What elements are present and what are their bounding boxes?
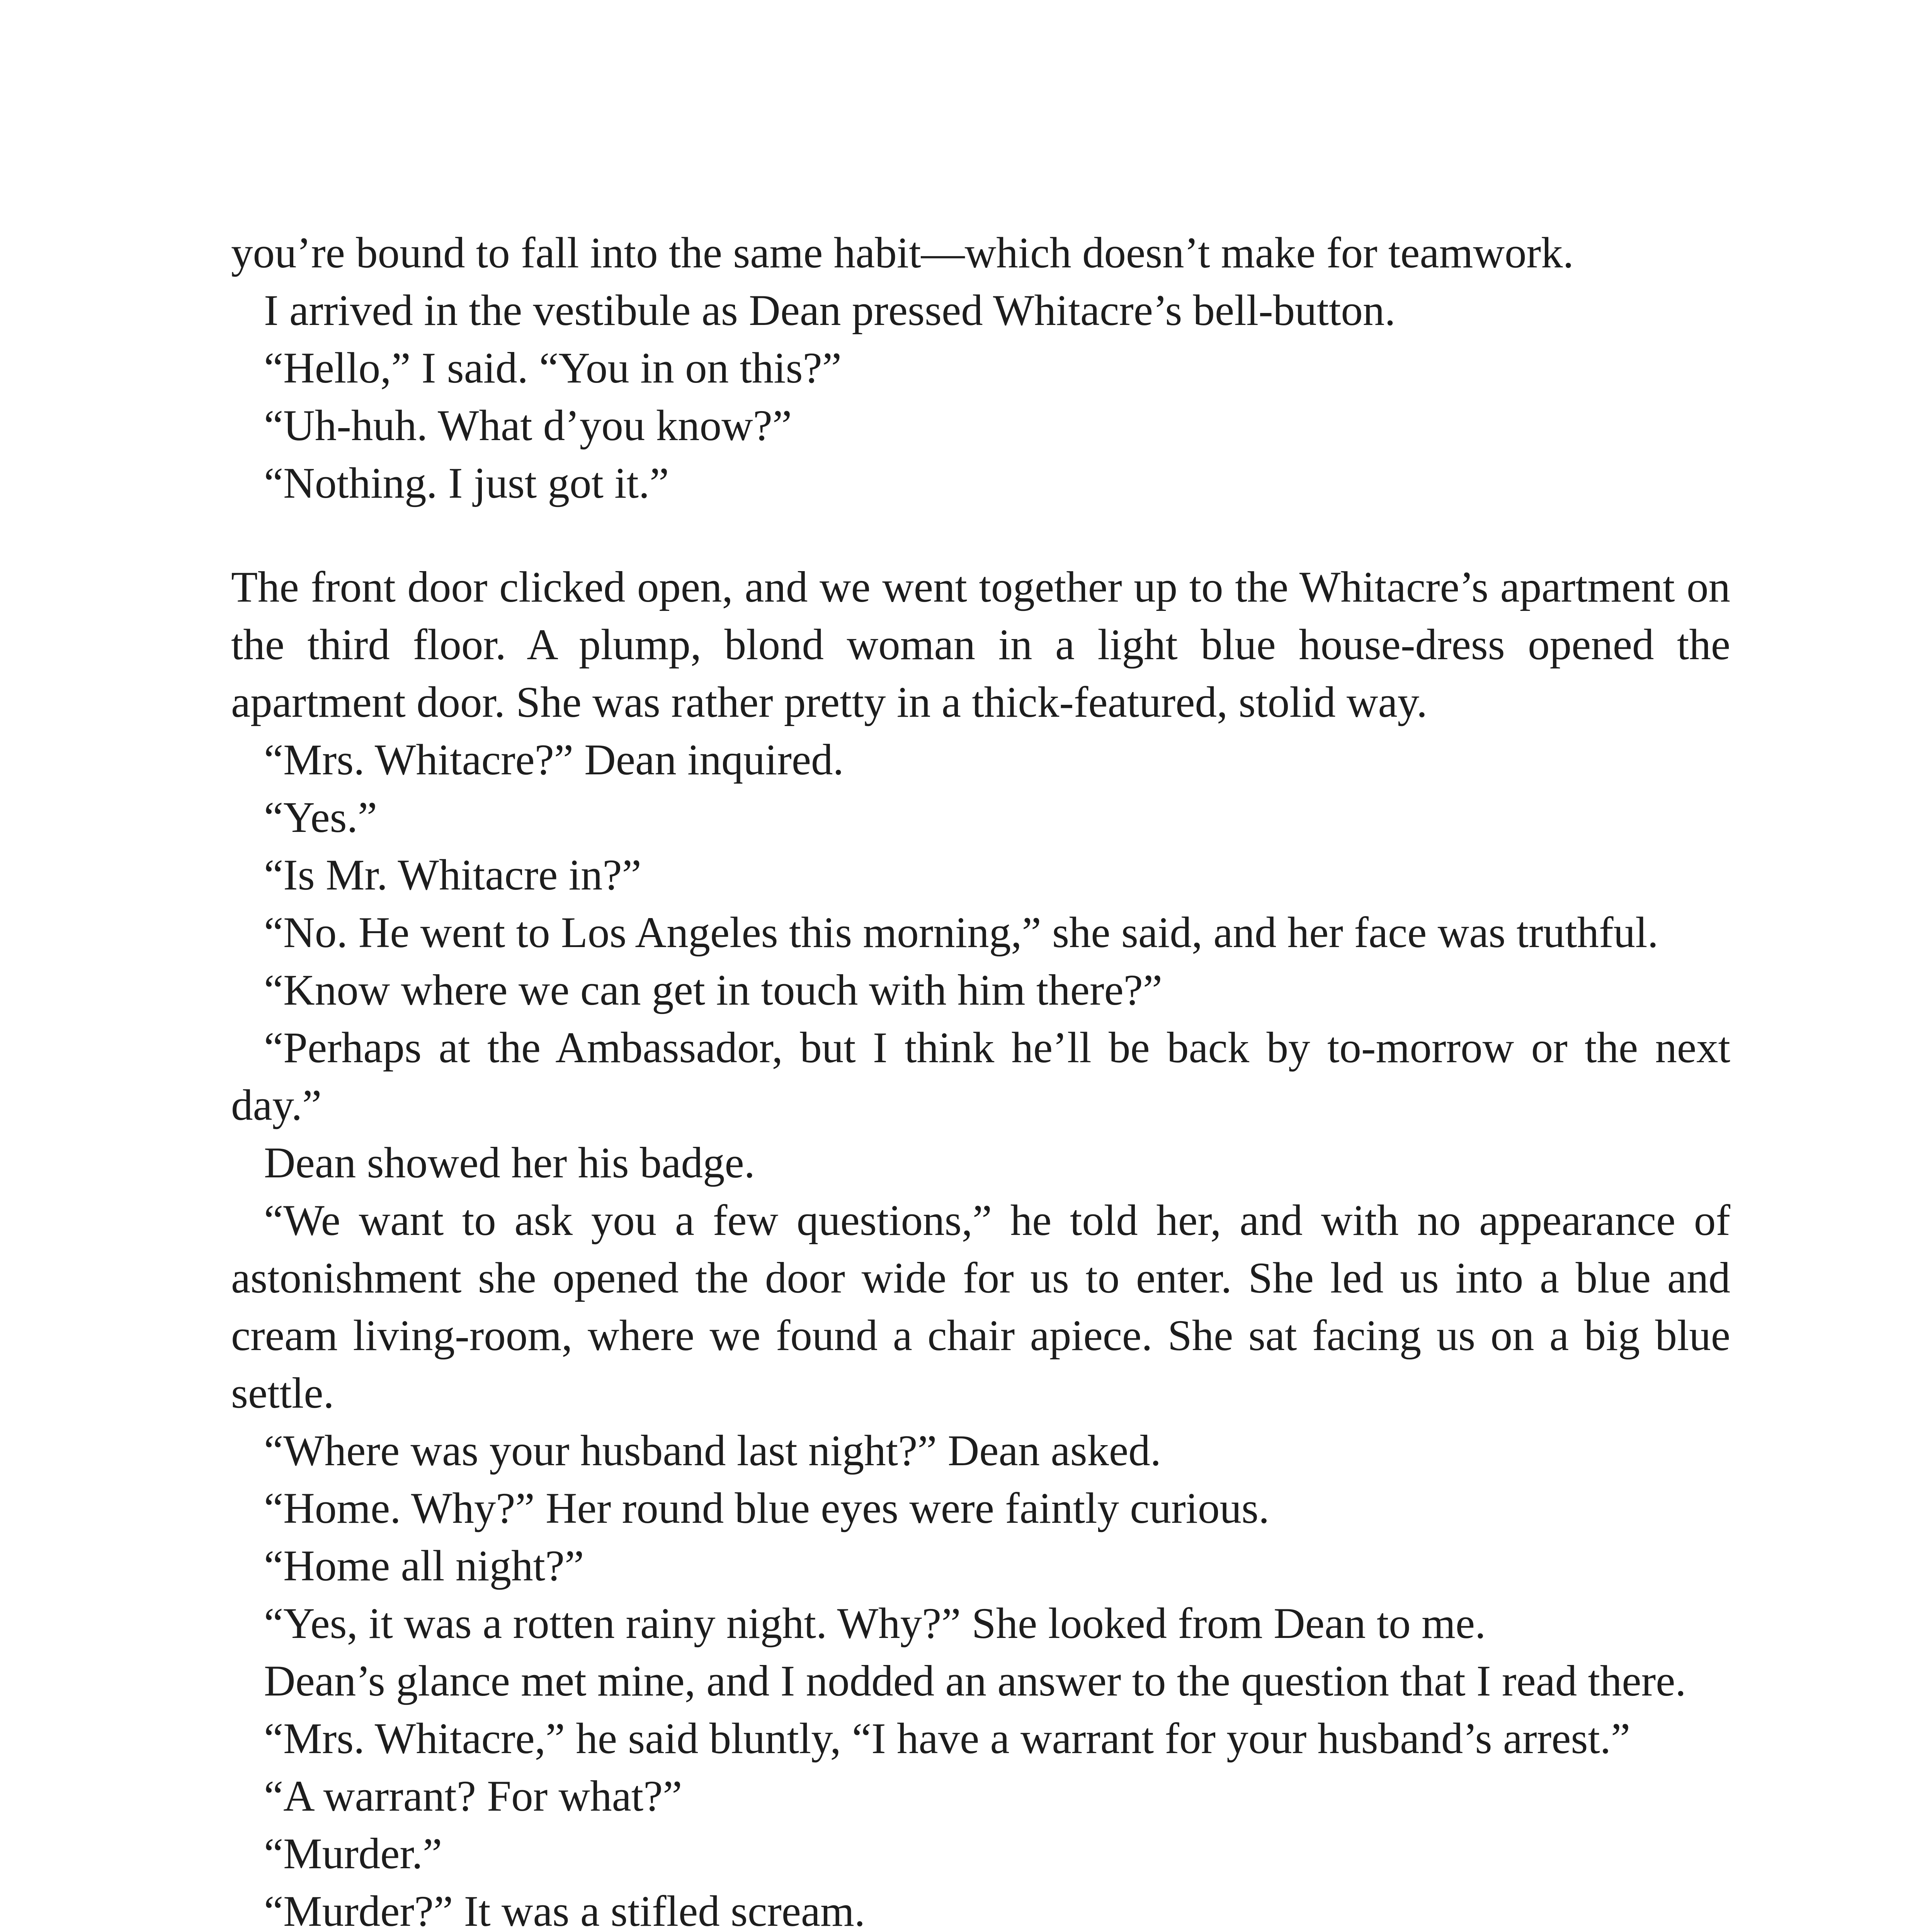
paragraph: “Hello,” I said. “You in on this?” xyxy=(264,344,842,392)
paragraph: “Uh-huh. What d’you know?” xyxy=(264,401,792,450)
paragraph: “Home all night?” xyxy=(264,1542,584,1590)
paragraph: “Nothing. I just got it.” xyxy=(264,459,669,507)
paragraph: Dean showed her his badge. xyxy=(264,1139,755,1187)
paragraph: “Mrs. Whitacre?” Dean inquired. xyxy=(264,736,844,784)
paragraph: The front door clicked open, and we went together up to the Whitacre’s apartment on the third floor. A plump, blond woman in a light blue house-dress opened the apartment door. She was rather pretty in a thick-featured, stolid way. xyxy=(231,563,1730,726)
paragraph: “Perhaps at the Ambassador, but I think he’ll be back by to-morrow or the next day.” xyxy=(231,1024,1730,1129)
paragraph: I arrived in the vestibule as Dean pressed Whitacre’s bell-button. xyxy=(264,286,1396,335)
paragraph: “Yes.” xyxy=(264,793,377,842)
paragraph: “We want to ask you a few questions,” he told her, and with no appearance of astonishment she opened the door wide for us to enter. She led us into a blue and cream living-room, where we found a chair apiece. She sat facing us on a big blue settle. xyxy=(231,1196,1730,1417)
paragraph: “Know where we can get in touch with him there?” xyxy=(264,966,1163,1014)
paragraph: “Murder?” It was a stifled scream. xyxy=(264,1887,866,1932)
paragraph: “Is Mr. Whitacre in?” xyxy=(264,851,641,899)
page-body-text xyxy=(231,224,1730,1932)
paragraph: “Home. Why?” Her round blue eyes were faintly curious. xyxy=(264,1484,1270,1532)
paragraph: Dean’s glance met mine, and I nodded an answer to the question that I read there. xyxy=(264,1657,1686,1705)
paragraph: “Where was your husband last night?” Dean asked. xyxy=(264,1427,1161,1475)
paragraph: “Yes, it was a rotten rainy night. Why?” She looked from Dean to me. xyxy=(264,1599,1486,1648)
paragraph: “Murder.” xyxy=(264,1830,442,1878)
paragraph: “No. He went to Los Angeles this morning,” she said, and her face was truthful. xyxy=(264,908,1658,957)
paragraph: “A warrant? For what?” xyxy=(264,1772,682,1820)
paragraph: “Mrs. Whitacre,” he said bluntly, “I have a warrant for your husband’s arrest.” xyxy=(264,1714,1631,1763)
paragraph: you’re bound to fall into the same habit—which doesn’t make for teamwork. xyxy=(231,229,1574,277)
